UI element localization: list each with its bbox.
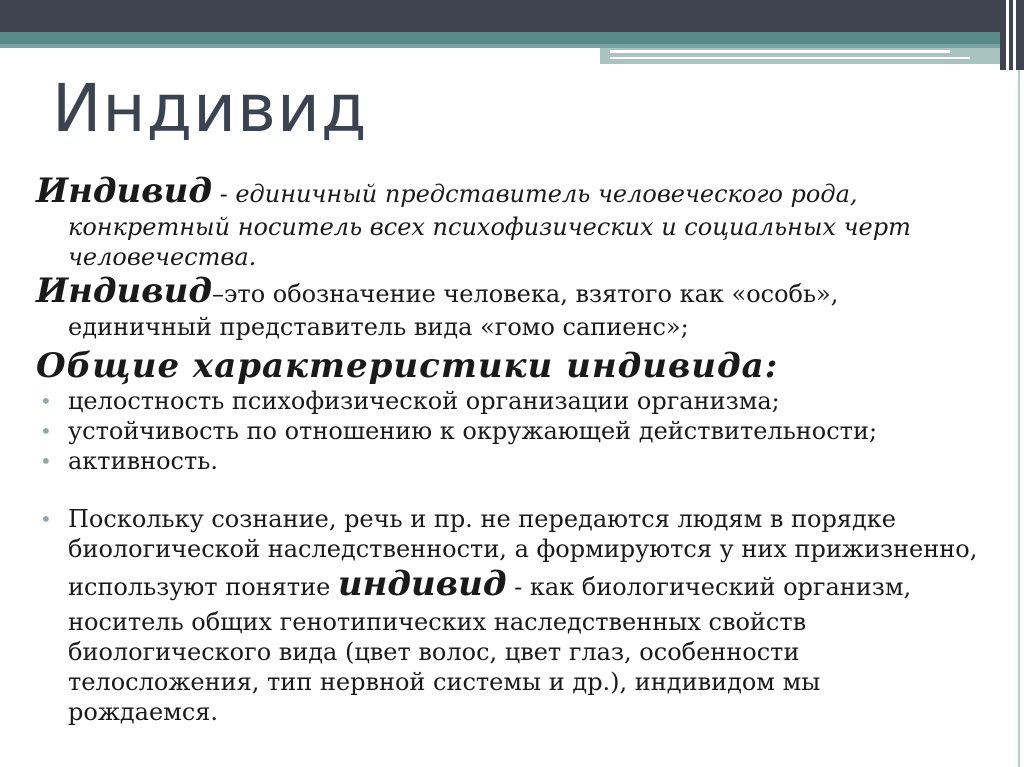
slide-content [36, 171, 996, 727]
bullet-icon: • [40, 389, 52, 413]
explanation-line: биологического вида (цвет волос, цвет глаз, особенности [68, 638, 800, 666]
bullet-icon: • [40, 419, 52, 443]
emphasis-word: индивид [337, 564, 507, 604]
characteristics-heading: Общие характеристики индивида: [36, 346, 779, 386]
explanation-list [36, 504, 996, 727]
definition-text: –это обозначение человека, взятого как «особь», [211, 280, 839, 308]
list-item: • устойчивость по отношению к окружающей действительности; [40, 417, 878, 445]
explanation-line: носитель общих генотипических наследственных свойств [68, 608, 807, 636]
right-decor-line [1018, 70, 1020, 767]
definition-text: конкретный носитель всех психофизических и социальных черт [68, 213, 911, 241]
explanation-item [36, 504, 996, 727]
definition-1 [36, 171, 996, 272]
explanation-line: телосложения, тип нервной системы и др.), индивидом мы [68, 668, 821, 696]
definition-text: - единичный представитель человеческого рода, [211, 180, 858, 208]
definition-2 [36, 271, 996, 342]
top-bar-stripe [610, 50, 950, 53]
slide-title: Индивид [52, 70, 368, 147]
top-bar-teal [0, 32, 1000, 44]
explanation-line: Поскольку сознание, речь и пр. не передаются людям в порядке [68, 505, 896, 533]
bullet-icon: • [40, 507, 52, 531]
top-decor-bar [0, 0, 1024, 70]
definition-text: человечества. [68, 243, 257, 271]
characteristics-list [36, 386, 996, 476]
definition-text: единичный представитель вида «гомо сапиенс»; [68, 313, 689, 341]
explanation-line: биологической наследственности, а формируются у них прижизненно, [68, 535, 978, 563]
definition-term: Индивид [36, 171, 212, 211]
list-item: • активность. [40, 447, 218, 475]
list-item: • целостность психофизической организации организма; [40, 387, 780, 415]
right-decor-fill [1000, 70, 1024, 767]
top-bar-stripe [610, 57, 970, 59]
bullet-icon: • [40, 449, 52, 473]
explanation-line: используют понятие индивид - как биологический организм, [68, 564, 912, 604]
explanation-line: рождаемся. [68, 698, 219, 726]
definition-term: Индивид [36, 271, 212, 311]
top-bar-dark [0, 0, 1000, 32]
